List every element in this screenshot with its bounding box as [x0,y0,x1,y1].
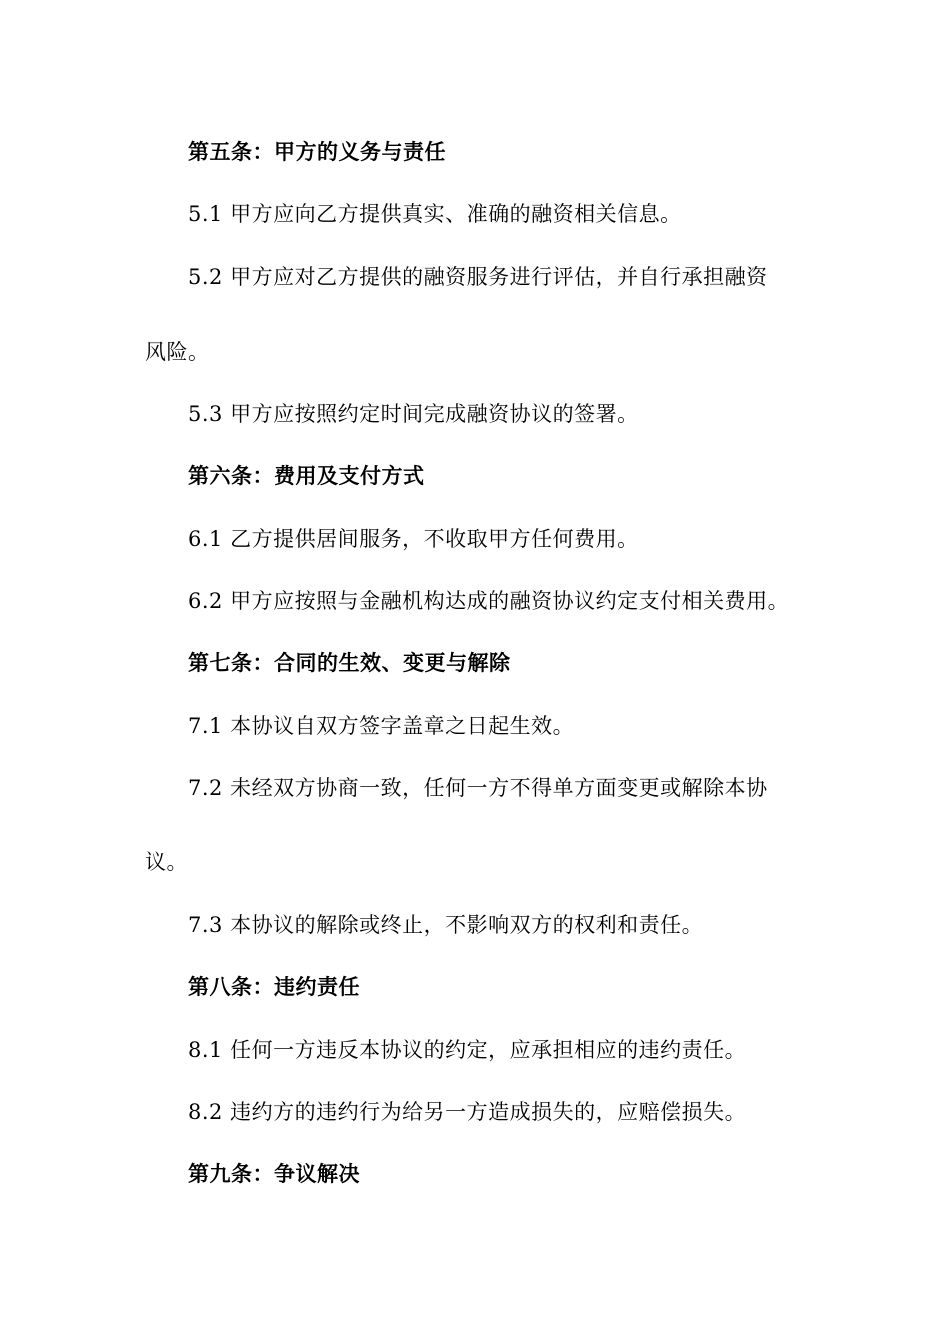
section-heading-5: 第五条：甲方的义务与责任 [188,140,446,164]
clause-7-2-continuation: 议。 [145,850,188,874]
clause-5-2-continuation: 风险。 [145,340,210,364]
clause-8-2: 8.2 违约方的违约行为给另一方造成损失的，应赔偿损失。 [188,1100,747,1124]
section-heading-7: 第七条：合同的生效、变更与解除 [188,651,511,675]
clause-7-2: 7.2 未经双方协商一致，任何一方不得单方面变更或解除本协 [188,776,768,800]
section-heading-6: 第六条：费用及支付方式 [188,464,425,488]
clause-5-3: 5.3 甲方应按照约定时间完成融资协议的签署。 [188,402,639,426]
clause-5-1: 5.1 甲方应向乙方提供真实、准确的融资相关信息。 [188,202,682,226]
section-heading-9: 第九条：争议解决 [188,1162,360,1186]
clause-6-1: 6.1 乙方提供居间服务，不收取甲方任何费用。 [188,527,639,551]
clause-7-1: 7.1 本协议自双方签字盖章之日起生效。 [188,714,575,738]
clause-6-2: 6.2 甲方应按照与金融机构达成的融资协议约定支付相关费用。 [188,589,790,613]
clause-8-1: 8.1 任何一方违反本协议的约定，应承担相应的违约责任。 [188,1038,747,1062]
section-heading-8: 第八条：违约责任 [188,975,360,999]
clause-5-2: 5.2 甲方应对乙方提供的融资服务进行评估，并自行承担融资 [188,265,768,289]
clause-7-3: 7.3 本协议的解除或终止，不影响双方的权利和责任。 [188,913,704,937]
